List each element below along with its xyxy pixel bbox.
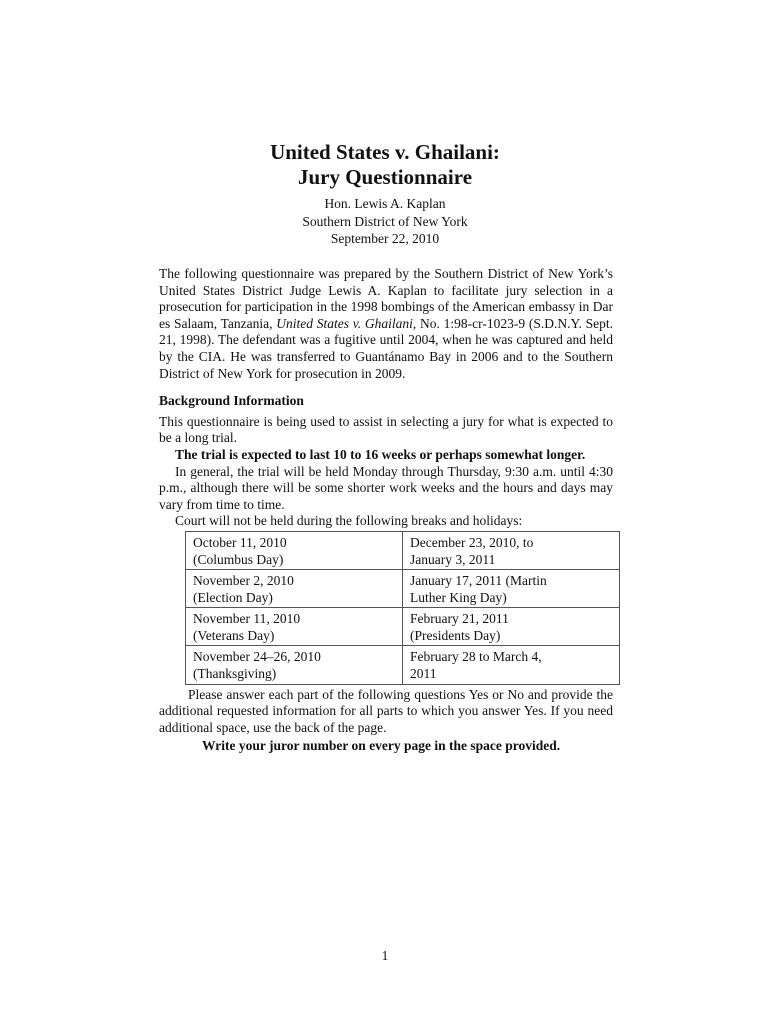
background-paragraph-1: This questionnaire is being used to assist in selecting a jury for what is expected to be a long trial. [159,413,613,446]
page-number: 1 [381,948,389,963]
court-name: Southern District of New York [302,213,468,229]
intro-text-part1: The following questionnaire was prepared by the Southern District of New York’s United States District Judge Lewis A. Kaplan to facilitate jury selection in a prosecution for participation in the 1998 bombings of the American embassy in Dar es Salaam, Tanzania, [159,266,613,331]
holiday-date: January 17, 2011 (Martin [410,573,547,589]
holiday-date: November 11, 2010 [193,611,301,627]
background-paragraph-3: Court will not be held during the following breaks and holidays: [175,513,523,529]
holiday-name: 2011 [410,666,437,682]
holiday-name: (Columbus Day) [193,551,284,567]
document-body [159,266,613,755]
intro-text-part2: , No. 1:98-cr-1023-9 (S.D.N.Y. Sept. 21, 1998). The defendant was a fugitive until 2004, when he was captured and held by the CIA. He was transferred to Guantánamo Bay in 2006 and to the Southern District of New York for prosecution in 2009. [159,315,614,381]
intro-paragraph [159,266,613,382]
holiday-name: Luther King Day) [410,589,507,605]
table-cell [403,646,620,684]
holiday-name: (Election Day) [193,589,273,605]
document-title-line1: United States v. Ghailani: [270,140,500,164]
table-cell [186,570,403,608]
table-cell [186,608,403,646]
intro-case-name: United States v. Ghailani [276,315,413,331]
judge-name: Hon. Lewis A. Kaplan [324,196,446,211]
holiday-date: October 11, 2010 [193,534,287,550]
table-cell [186,531,403,569]
trial-length-notice: The trial is expected to last 10 to 16 weeks or perhaps somewhat longer. [175,446,586,462]
document-date: September 22, 2010 [330,231,440,246]
section-heading-background: Background Information [159,393,304,409]
juror-number-notice: Write your juror number on every page in the space provided. [202,738,561,754]
holiday-date: February 28 to March 4, [410,649,542,665]
table-cell [403,570,620,608]
background-paragraph-2: In general, the trial will be held Monday through Thursday, 9:30 a.m. until 4:30 p.m., although there will be some shorter work weeks and the hours and days may vary from time to time. [159,463,613,512]
table-cell [186,646,403,684]
holiday-date: November 2, 2010 [193,573,294,589]
holiday-date: February 21, 2011 [410,611,509,627]
table-row [186,570,620,608]
title-block [0,140,770,248]
table-row [186,646,620,684]
instructions-paragraph: Please answer each part of the following questions Yes or No and provide the additional requested information for all parts to which you answer Yes. If you need additional space, use the back of the page. [159,686,613,735]
holiday-date: November 24–26, 2010 [193,649,321,665]
document-title-line2: Jury Questionnaire [297,165,473,189]
holiday-name: (Thanksgiving) [193,666,277,682]
holiday-name: (Veterans Day) [193,627,275,643]
holidays-table [185,531,620,685]
table-row [186,608,620,646]
table-row [186,531,620,569]
table-cell [403,531,620,569]
holiday-name: (Presidents Day) [410,627,501,643]
table-cell [403,608,620,646]
holiday-name: January 3, 2011 [410,551,496,567]
holiday-date: December 23, 2010, to [410,534,534,550]
